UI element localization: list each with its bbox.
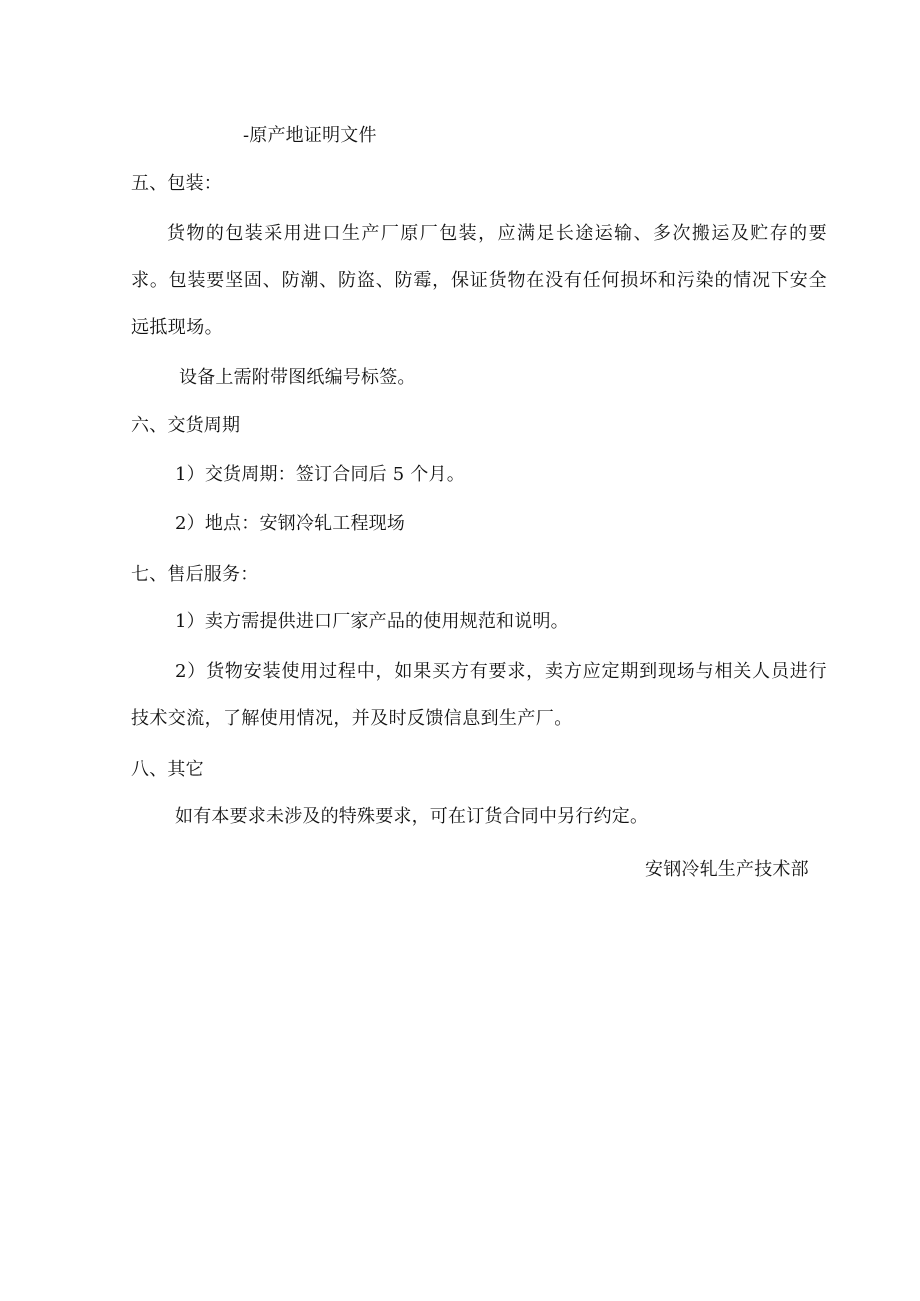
section-5-packaging-paragraph: 货物的包装采用进口生产厂原厂包装，应满足长途运输、多次搬运及贮存的要求。包装要坚固、防潮、防盗、防霉，保证货物在没有任何损坏和污染的情况下安全远抵现场。 — [131, 223, 827, 338]
section-7-item-1: 1）卖方需提供进口厂家产品的使用规范和说明。 — [175, 611, 569, 632]
section-5-heading: 五、包装： — [131, 173, 222, 194]
section-7-heading: 七、售后服务： — [131, 564, 259, 585]
section-6-item-1: 1）交货周期：签订合同后 5 个月。 — [175, 464, 465, 485]
section-5-label-paragraph: 设备上需附带图纸编号标签。 — [179, 367, 416, 388]
section-6-heading: 六、交货周期 — [131, 415, 241, 436]
section-6-item-2: 2）地点：安钢冷轧工程现场 — [175, 513, 406, 534]
section-8-heading: 八、其它 — [131, 759, 204, 780]
section-7-item-2: 2）货物安装使用过程中，如果买方有要求，卖方应定期到现场与相关人员进行技术交流，了解使用情况，并及时反馈信息到生产厂。 — [131, 661, 827, 729]
signature-department: 安钢冷轧生产技术部 — [645, 859, 809, 880]
section-8-paragraph: 如有本要求未涉及的特殊要求，可在订货合同中另行约定。 — [175, 806, 649, 827]
origin-certificate-item: -原产地证明文件 — [243, 125, 377, 146]
